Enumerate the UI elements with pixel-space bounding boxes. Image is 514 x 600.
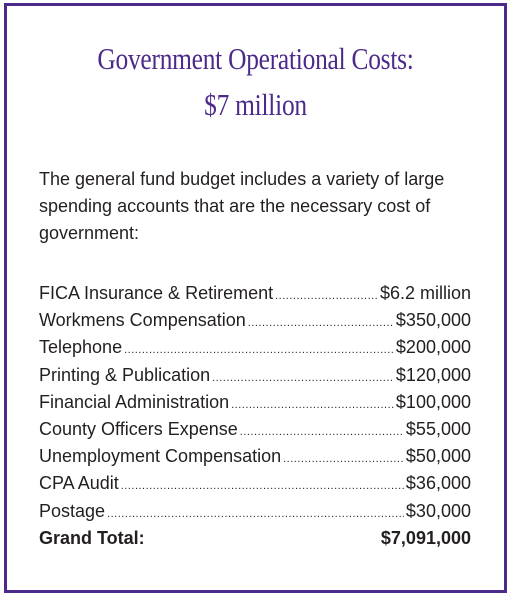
item-value: $100,000 — [395, 391, 471, 412]
dot-leader — [283, 454, 404, 465]
item-value: $36,000 — [405, 473, 471, 494]
item-value: $200,000 — [395, 337, 471, 358]
item-value: $120,000 — [395, 364, 471, 385]
list-item — [39, 337, 471, 364]
item-label: Postage — [39, 500, 106, 521]
item-label: Telephone — [39, 337, 123, 358]
grand-total-label: Grand Total: — [39, 527, 145, 548]
list-item — [39, 283, 471, 310]
item-label: Workmens Compensation — [39, 310, 246, 331]
dot-leader — [275, 291, 378, 302]
list-item — [39, 446, 471, 473]
dot-leader — [121, 481, 404, 492]
item-label: CPA Audit — [39, 473, 119, 494]
item-label: Printing & Publication — [39, 364, 211, 385]
dot-leader — [212, 373, 394, 384]
dot-leader — [231, 400, 394, 411]
item-label: Financial Administration — [39, 391, 230, 412]
dot-leader — [248, 318, 394, 329]
list-item — [39, 365, 471, 392]
card-title — [52, 36, 460, 128]
intro-paragraph: The general fund budget includes a variety of large spending accounts that are the necessary cost of government: — [39, 169, 445, 243]
grand-total-row — [39, 528, 471, 555]
item-label: FICA Insurance & Retirement — [39, 283, 274, 303]
item-value: $55,000 — [405, 418, 471, 439]
list-item — [39, 392, 471, 419]
item-value: $50,000 — [405, 446, 471, 467]
dot-leader — [107, 509, 404, 520]
title-line-2: $7 million — [204, 87, 307, 122]
item-value: $30,000 — [405, 500, 471, 521]
list-item — [39, 419, 471, 446]
budget-card — [4, 3, 507, 593]
title-line-1: Government Operational Costs: — [97, 41, 414, 76]
grand-total-value: $7,091,000 — [380, 527, 471, 548]
list-item — [39, 473, 471, 500]
item-label: Unemployment Compensation — [39, 446, 282, 467]
item-value: $350,000 — [395, 310, 471, 331]
list-item — [39, 310, 471, 337]
item-label: County Officers Expense — [39, 418, 238, 439]
list-item — [39, 501, 471, 528]
dot-leader — [240, 427, 404, 438]
cost-list — [39, 283, 471, 555]
dot-leader — [124, 345, 394, 356]
item-value: $6.2 million — [379, 283, 471, 303]
